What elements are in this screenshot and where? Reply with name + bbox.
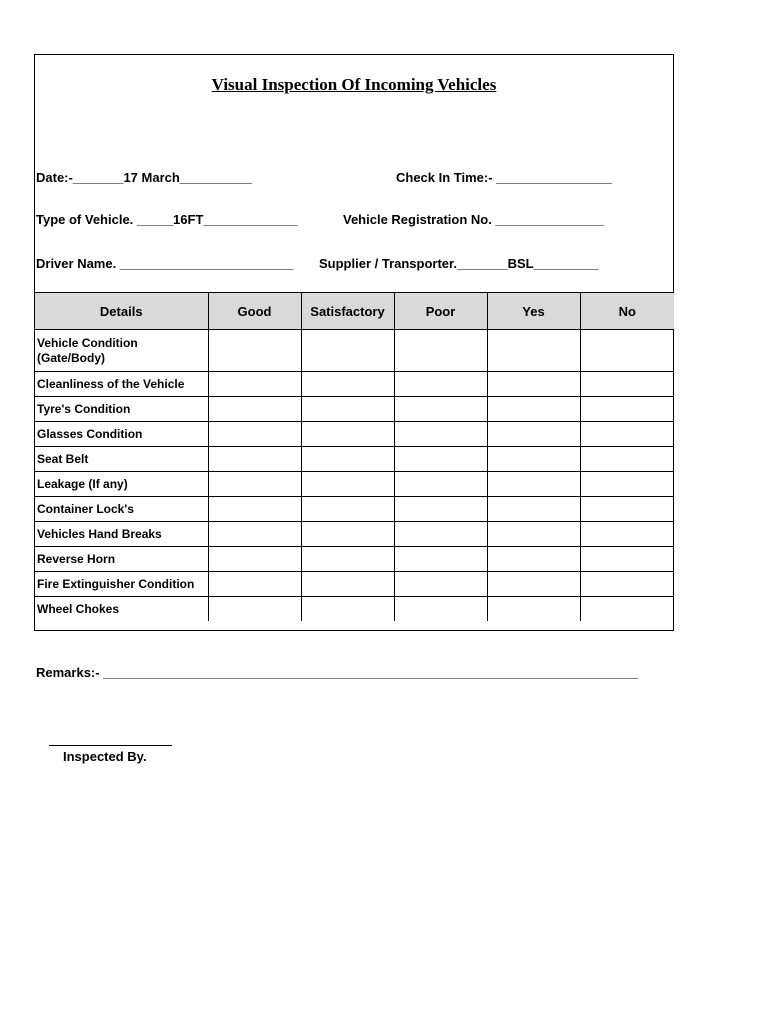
cell-yes[interactable] [487, 372, 580, 397]
table-row [35, 372, 674, 397]
table-row [35, 397, 674, 422]
cell-poor[interactable] [394, 497, 487, 522]
cell-satisfactory[interactable] [301, 372, 394, 397]
table-row [35, 497, 674, 522]
cell-yes[interactable] [487, 422, 580, 447]
cell-good[interactable] [208, 397, 301, 422]
cell-satisfactory[interactable] [301, 447, 394, 472]
cell-poor[interactable] [394, 597, 487, 622]
signature-line[interactable] [49, 745, 172, 746]
inspected-by-label: Inspected By. [63, 749, 147, 764]
cell-good[interactable] [208, 547, 301, 572]
row-label: Vehicle Condition (Gate/Body) [35, 330, 208, 372]
cell-good[interactable] [208, 447, 301, 472]
cell-poor[interactable] [394, 547, 487, 572]
row-label: Container Lock's [35, 497, 208, 522]
cell-satisfactory[interactable] [301, 522, 394, 547]
cell-no[interactable] [580, 422, 674, 447]
cell-yes[interactable] [487, 330, 580, 372]
cell-no[interactable] [580, 472, 674, 497]
row-label: Wheel Chokes [35, 597, 208, 622]
row-label: Tyre's Condition [35, 397, 208, 422]
cell-no[interactable] [580, 547, 674, 572]
cell-satisfactory[interactable] [301, 330, 394, 372]
inspection-form [34, 54, 674, 631]
inspection-table [35, 292, 674, 621]
cell-yes[interactable] [487, 572, 580, 597]
cell-yes[interactable] [487, 472, 580, 497]
cell-good[interactable] [208, 422, 301, 447]
cell-good[interactable] [208, 330, 301, 372]
table-row [35, 447, 674, 472]
cell-poor[interactable] [394, 472, 487, 497]
cell-satisfactory[interactable] [301, 472, 394, 497]
remarks-field[interactable]: Remarks:- __________________________________________________________________________ [36, 665, 639, 680]
row-label: Fire Extinguisher Condition [35, 572, 208, 597]
cell-satisfactory[interactable] [301, 422, 394, 447]
cell-good[interactable] [208, 472, 301, 497]
form-title: Visual Inspection Of Incoming Vehicles [211, 75, 497, 94]
table-row [35, 422, 674, 447]
cell-yes[interactable] [487, 522, 580, 547]
cell-yes[interactable] [487, 597, 580, 622]
table-row [35, 330, 674, 372]
table-header-row [35, 293, 674, 330]
header-details: Details [35, 293, 208, 330]
cell-no[interactable] [580, 372, 674, 397]
cell-good[interactable] [208, 597, 301, 622]
cell-yes[interactable] [487, 397, 580, 422]
cell-satisfactory[interactable] [301, 397, 394, 422]
row-label: Glasses Condition [35, 422, 208, 447]
cell-satisfactory[interactable] [301, 572, 394, 597]
header-yes: Yes [487, 293, 580, 330]
table-row [35, 522, 674, 547]
cell-satisfactory[interactable] [301, 547, 394, 572]
cell-poor[interactable] [394, 572, 487, 597]
cell-yes[interactable] [487, 547, 580, 572]
cell-no[interactable] [580, 522, 674, 547]
cell-no[interactable] [580, 330, 674, 372]
table-row [35, 472, 674, 497]
cell-poor[interactable] [394, 522, 487, 547]
vehicle-type-field[interactable]: Type of Vehicle. _____16FT_____________ [36, 212, 298, 227]
table-row [35, 547, 674, 572]
cell-satisfactory[interactable] [301, 497, 394, 522]
cell-no[interactable] [580, 447, 674, 472]
cell-yes[interactable] [487, 447, 580, 472]
driver-name-field[interactable]: Driver Name. ________________________ [36, 256, 294, 271]
cell-no[interactable] [580, 497, 674, 522]
cell-good[interactable] [208, 572, 301, 597]
header-good: Good [208, 293, 301, 330]
cell-poor[interactable] [394, 422, 487, 447]
cell-good[interactable] [208, 497, 301, 522]
header-no: No [580, 293, 674, 330]
header-poor: Poor [394, 293, 487, 330]
cell-satisfactory[interactable] [301, 597, 394, 622]
row-label: Cleanliness of the Vehicle [35, 372, 208, 397]
cell-good[interactable] [208, 522, 301, 547]
row-label: Seat Belt [35, 447, 208, 472]
cell-no[interactable] [580, 597, 674, 622]
cell-poor[interactable] [394, 372, 487, 397]
cell-yes[interactable] [487, 497, 580, 522]
cell-poor[interactable] [394, 397, 487, 422]
table-row [35, 597, 674, 622]
cell-good[interactable] [208, 372, 301, 397]
table-row [35, 572, 674, 597]
header-satisfactory: Satisfactory [301, 293, 394, 330]
cell-poor[interactable] [394, 447, 487, 472]
row-label: Leakage (If any) [35, 472, 208, 497]
row-label: Reverse Horn [35, 547, 208, 572]
supplier-field[interactable]: Supplier / Transporter._______BSL_________ [319, 256, 599, 271]
vehicle-registration-field[interactable]: Vehicle Registration No. _______________ [343, 212, 604, 227]
date-field[interactable]: Date:-_______17 March__________ [36, 170, 253, 185]
cell-no[interactable] [580, 397, 674, 422]
cell-no[interactable] [580, 572, 674, 597]
cell-poor[interactable] [394, 330, 487, 372]
row-label: Vehicles Hand Breaks [35, 522, 208, 547]
check-in-time-field[interactable]: Check In Time:- ________________ [396, 170, 612, 185]
